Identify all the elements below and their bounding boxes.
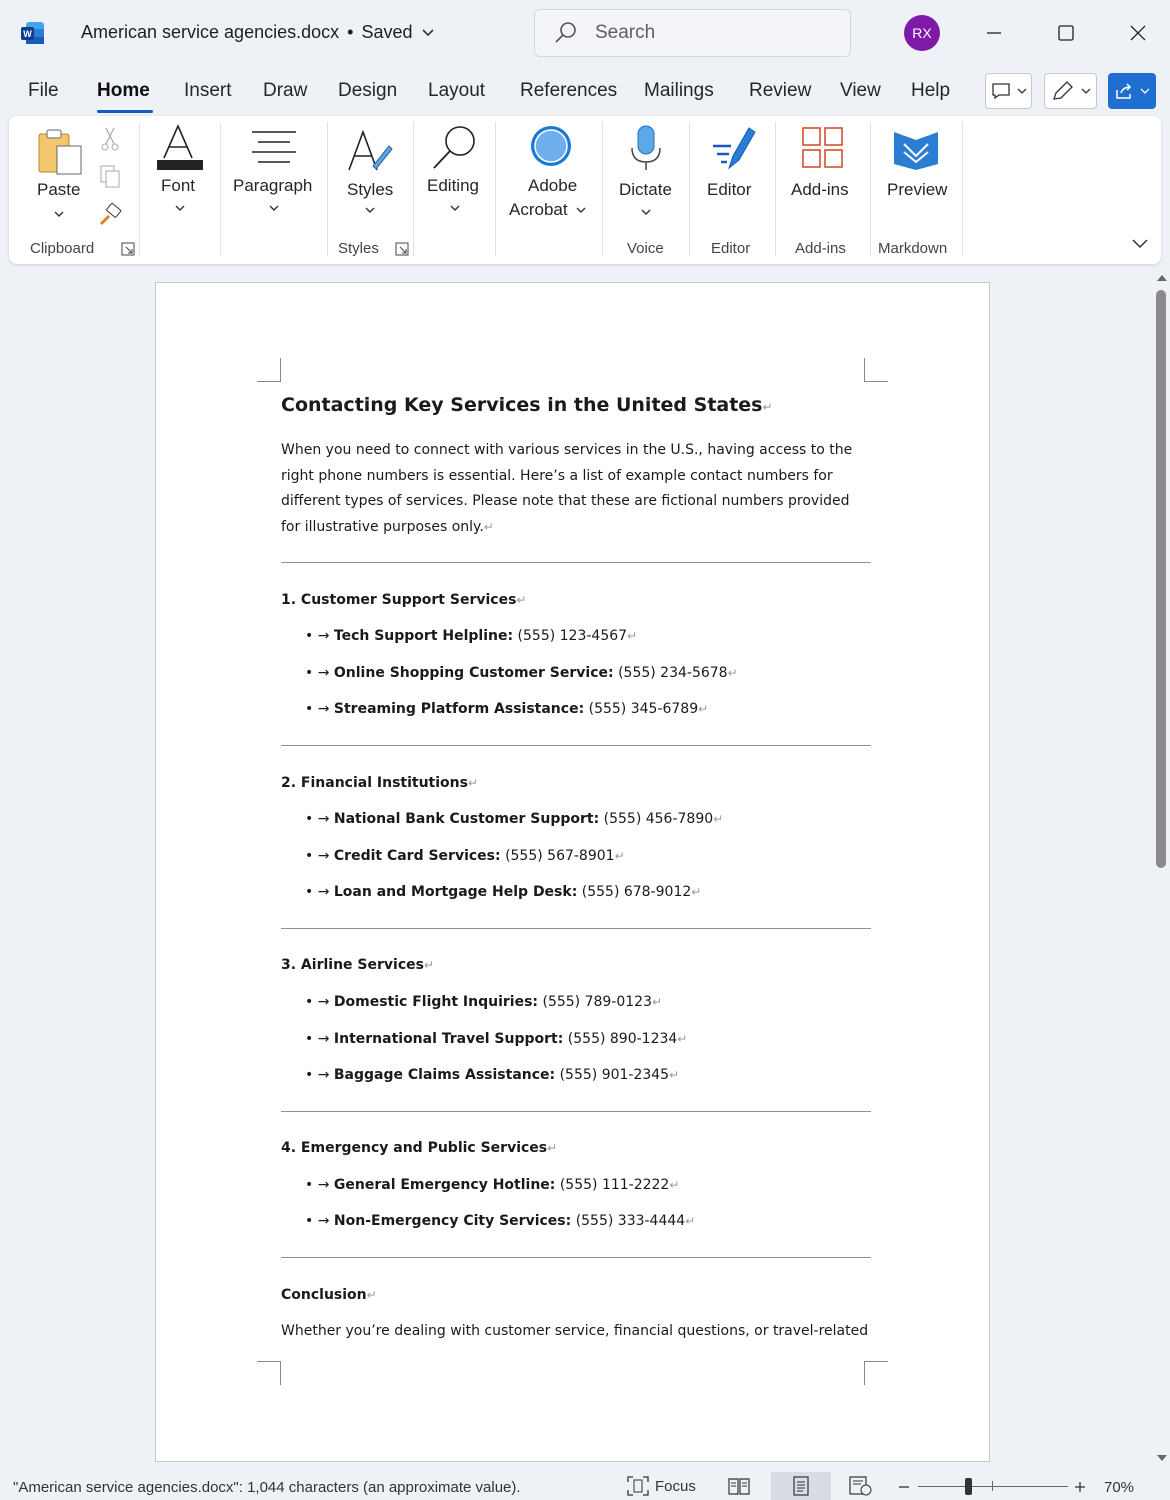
scrollbar-thumb[interactable] [1156,290,1166,868]
item-label: Non-Emergency City Services: [333,1213,572,1229]
chevron-down-icon [1081,87,1091,95]
dictate-label: Dictate [619,180,672,199]
editor-icon [707,124,757,174]
minimize-button[interactable] [979,18,1009,48]
avatar[interactable]: RX [904,15,940,51]
separator [139,122,140,256]
intro-paragraph[interactable] [281,438,871,540]
focus-icon [627,1476,649,1496]
paste-icon [35,126,85,176]
voice-group-label: Voice [627,240,664,257]
chevron-down-icon [174,204,186,212]
item-label: Online Shopping Customer Service: [333,665,614,681]
preview-label: Preview [887,180,948,199]
maximize-button[interactable] [1051,18,1081,48]
chevron-down-icon [420,25,436,41]
chevron-down-icon [449,204,461,212]
item-phone: (555) 333-4444 [575,1213,686,1229]
item-label: Domestic Flight Inquiries: [333,994,539,1010]
paragraph-mark: ↵ [698,702,709,716]
paragraph-mark: ↵ [691,885,702,899]
editing-button[interactable] [421,122,489,222]
item-phone: (555) 901-2345 [559,1067,670,1083]
zoom-out-icon[interactable] [897,1480,911,1494]
list-item[interactable]: • → Credit Card Services: (555) 567-8901↵ [305,848,625,864]
minimize-icon [985,24,1003,42]
focus-button[interactable] [627,1476,696,1496]
chevron-down-icon [640,208,652,216]
paragraph-mark: ↵ [669,1068,680,1082]
paragraph-label: Paragraph [233,176,313,195]
item-phone: (555) 890-1234 [567,1031,678,1047]
web-layout-button[interactable] [849,1476,873,1496]
paragraph-mark: ↵ [685,1214,696,1228]
active-tab-indicator [97,110,153,113]
acrobat-label-line1: Adobe [528,176,578,195]
section-heading[interactable] [281,1140,557,1156]
item-label: General Emergency Hotline: [333,1177,556,1193]
ribbon [9,116,1161,264]
zoom-in-icon[interactable] [1073,1480,1087,1494]
item-label: Credit Card Services: [333,848,501,864]
chevron-down-icon [364,206,376,214]
close-button[interactable] [1123,18,1153,48]
clipboard-group-label: Clipboard [30,240,95,257]
document-stats[interactable]: "American service agencies.docx": 1,044 characters (an approximate value). [13,1479,521,1496]
item-phone: (555) 345-6789 [588,701,699,717]
conclusion-text: Whether you’re dealing with customer service, financial questions, or travel-related [281,1323,869,1339]
item-phone: (555) 111-2222 [559,1177,670,1193]
title-separator: • [347,22,354,42]
adobe-acrobat-button[interactable] [503,122,599,222]
tab-file[interactable]: File [28,80,59,101]
format-painter-icon[interactable] [97,202,123,228]
list-item[interactable]: • → Loan and Mortgage Help Desk: (555) 678-9012↵ [305,884,702,900]
separator [775,122,776,256]
list-item[interactable]: • → Tech Support Helpline: (555) 123-4567↵ [305,628,638,644]
paste-label: Paste [37,180,81,199]
chevron-down-icon [575,206,587,214]
scroll-down-icon[interactable] [1154,1452,1170,1464]
paragraph-mark: ↵ [651,995,663,1009]
paragraph-mark: ↵ [547,1141,558,1155]
cut-icon[interactable] [99,126,121,152]
editing-mode-button[interactable] [1044,73,1097,109]
heading-text: Contacting Key Services in the United States [281,394,763,416]
list-item[interactable]: • → Baggage Claims Assistance: (555) 901-2345↵ [305,1067,680,1083]
add-ins-label: Add-ins [791,180,849,199]
paragraph-mark: ↵ [677,1032,688,1046]
tab-help[interactable]: Help [911,80,951,101]
paragraph-mark: ↵ [467,776,479,790]
crop-mark [864,1361,888,1385]
styles-button[interactable] [339,124,401,224]
separator [495,122,496,256]
intro-text: When you need to connect with various services in the U.S., having access to the right phone numbers is essential. Here’s a list of example contact numbers for different types of services. Please note that these are fictional numbers provided for illustrative purposes only. [281,442,853,535]
acrobat-icon [527,124,575,172]
maximize-icon [1057,24,1075,42]
ribbon-expand-chevron-icon[interactable] [1131,238,1149,250]
zoom-slider-center-mark [992,1481,993,1491]
chevron-down-icon [53,210,65,218]
paste-button[interactable] [31,124,87,224]
list-item[interactable]: • → Domestic Flight Inquiries: (555) 789-0123↵ [305,994,663,1010]
separator [689,122,690,256]
tab-mailings[interactable]: Mailings [644,80,714,101]
list-item[interactable]: • → International Travel Support: (555) 890-1234↵ [305,1031,688,1047]
separator [220,122,221,256]
section-heading[interactable] [281,592,526,608]
tab-design[interactable]: Design [338,80,398,101]
section-heading-text: 4. Emergency and Public Services [281,1140,548,1156]
paragraph-mark: ↵ [713,812,724,826]
paragraph-mark: ↵ [669,1178,680,1192]
focus-label: Focus [655,1477,696,1495]
paragraph-mark: ↵ [762,400,773,414]
separator [327,122,328,256]
find-icon [429,124,479,172]
search-box[interactable] [534,9,851,57]
print-layout-button[interactable] [771,1472,831,1500]
font-icon [154,124,206,172]
pencil-icon [1051,80,1075,102]
editing-label: Editing [427,176,479,195]
list-item[interactable]: • → National Bank Customer Support: (555) 456-7890↵ [305,811,724,827]
add-ins-button[interactable] [785,124,861,224]
separator [870,122,871,256]
conclusion-heading[interactable] [281,1287,377,1303]
share-icon [1114,82,1134,100]
share-button[interactable] [1108,73,1156,109]
horizontal-rule [281,562,871,563]
chevron-down-icon [268,204,280,212]
item-label: Tech Support Helpline: [333,628,514,644]
markdown-preview-icon [892,126,940,172]
tab-insert[interactable]: Insert [184,80,232,101]
print-layout-icon [791,1476,811,1496]
item-phone: (555) 234-5678 [618,665,728,681]
font-label: Font [161,176,196,195]
document-name: American service agencies.docx [81,22,340,42]
paragraph-mark: ↵ [516,593,527,607]
scroll-up-icon[interactable] [1154,272,1170,284]
item-label: Streaming Platform Assistance: [333,701,585,717]
list-item[interactable]: • → Streaming Platform Assistance: (555) 345-6789↵ [305,701,709,717]
item-phone: (555) 123-4567 [517,628,628,644]
item-label: International Travel Support: [333,1031,564,1047]
styles-icon [345,126,395,176]
zoom-level[interactable]: 70% [1104,1479,1135,1496]
comment-icon [991,82,1011,100]
add-ins-icon [801,126,845,170]
microphone-icon [626,124,666,172]
separator [962,122,963,256]
crop-mark [257,358,281,382]
separator [602,122,603,256]
section-heading[interactable] [281,957,434,973]
read-mode-icon [728,1476,750,1496]
paragraph-mark: ↵ [727,666,738,680]
dictate-button[interactable] [609,124,683,224]
web-layout-icon [849,1476,873,1496]
document-title[interactable] [81,22,436,43]
section-heading-text: 2. Financial Institutions [281,775,468,791]
title-bar [0,0,1170,68]
chevron-down-icon [1140,87,1150,95]
list-item[interactable]: • → Online Shopping Customer Service: (555) 234-5678↵ [305,665,738,681]
horizontal-rule [281,745,871,746]
paragraph-mark: ↵ [483,519,494,534]
editor-group-label: Editor [711,240,751,257]
editor-label: Editor [707,180,752,199]
comments-button[interactable] [985,73,1032,109]
document-heading[interactable] [281,394,773,416]
dialog-launcher-icon[interactable] [395,242,409,256]
section-heading-text: 3. Airline Services [281,957,424,973]
copy-icon[interactable] [98,164,122,190]
word-app-icon [20,20,46,46]
chevron-down-icon [1017,87,1027,95]
zoom-slider[interactable] [918,1486,1068,1487]
horizontal-rule [281,1257,871,1258]
dialog-launcher-icon[interactable] [121,242,135,256]
font-button[interactable] [149,122,211,222]
section-heading[interactable] [281,775,478,791]
svg-text:W: W [23,29,32,39]
paragraph-button[interactable] [231,122,317,222]
section-heading-text: 1. Customer Support Services [281,592,517,608]
list-item[interactable]: • → General Emergency Hotline: (555) 111-2222↵ [305,1177,680,1193]
separator [413,122,414,256]
paragraph-mark: ↵ [614,849,625,863]
conclusion-heading-text: Conclusion [281,1287,367,1303]
list-item[interactable]: • → Non-Emergency City Services: (555) 333-4444↵ [305,1213,696,1229]
search-placeholder: Search [595,22,656,43]
tab-home[interactable]: Home [97,80,150,101]
horizontal-rule [281,928,871,929]
item-phone: (555) 789-0123 [542,994,652,1010]
close-icon [1129,24,1147,42]
search-icon [553,20,579,46]
tab-references[interactable]: References [520,80,618,101]
item-label: National Bank Customer Support: [333,811,600,827]
save-status: Saved [361,22,413,42]
item-label: Loan and Mortgage Help Desk: [333,884,578,900]
item-label: Baggage Claims Assistance: [333,1067,556,1083]
read-mode-button[interactable] [728,1476,752,1496]
paragraph-mark: ↵ [627,629,638,643]
tab-view[interactable]: View [840,80,881,101]
acrobat-label-line2: Acrobat [509,200,568,219]
conclusion-paragraph[interactable] [281,1323,868,1339]
item-phone: (555) 678-9012 [581,884,692,900]
paragraph-mark: ↵ [423,958,435,972]
tab-draw[interactable]: Draw [263,80,308,101]
crop-mark [257,1361,281,1385]
paragraph-icon [250,128,298,168]
tab-layout[interactable]: Layout [428,80,486,101]
crop-mark [864,358,888,382]
paragraph-mark: ↵ [366,1288,377,1302]
add-ins-group-label: Add-ins [795,240,846,257]
status-bar [0,1472,1170,1500]
horizontal-rule [281,1111,871,1112]
markdown-group-label: Markdown [878,240,948,257]
styles-label: Styles [347,180,394,199]
preview-button[interactable] [879,124,955,224]
tab-review[interactable]: Review [749,80,812,101]
item-phone: (555) 567-8901 [505,848,615,864]
editor-button[interactable] [699,124,767,224]
styles-group-label: Styles [338,240,379,257]
zoom-slider-thumb[interactable] [965,1478,972,1495]
item-phone: (555) 456-7890 [603,811,714,827]
